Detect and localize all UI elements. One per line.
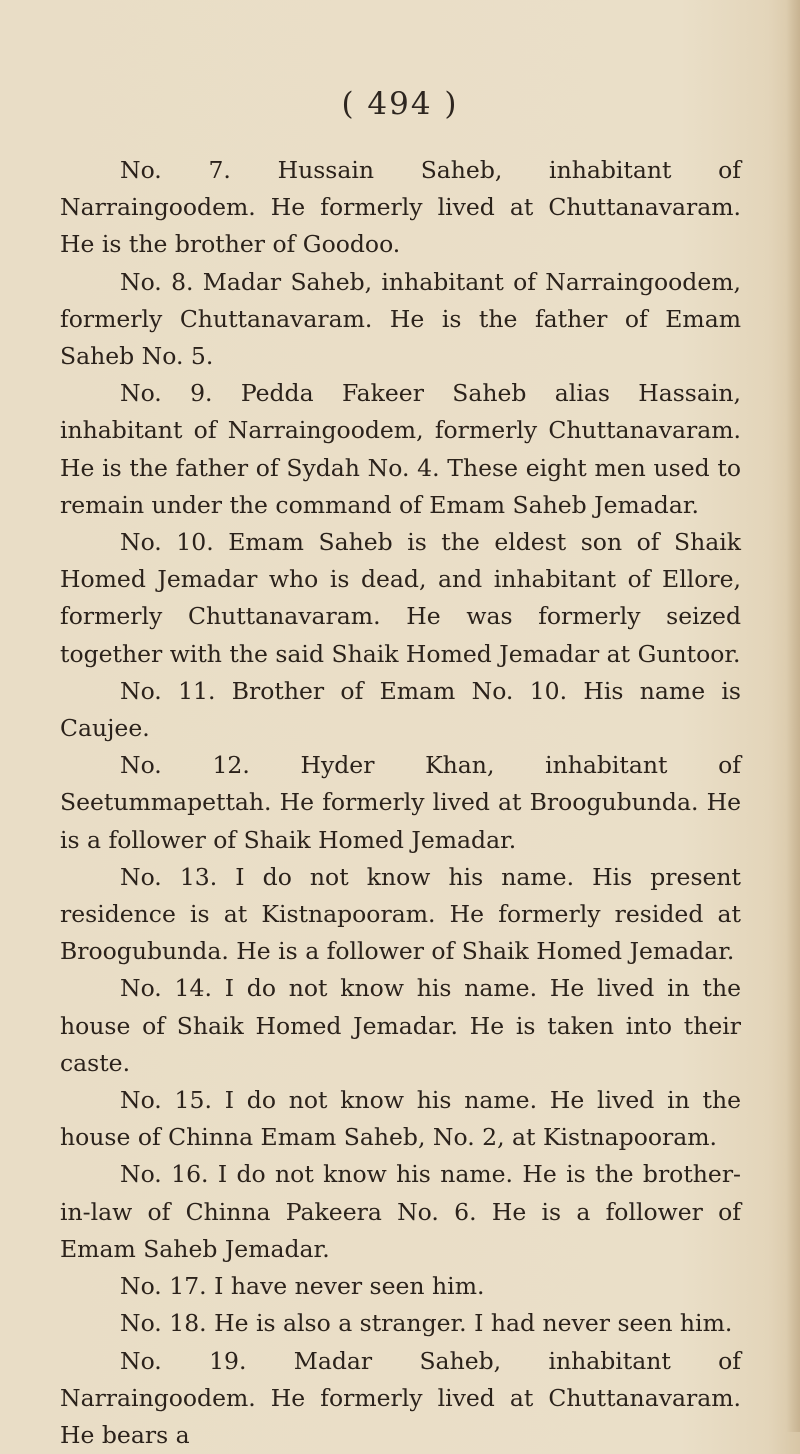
paragraph-no-14: No. 14. I do not know his name. He lived in the house of Shaik Homed Jemadar. He is taken into their caste. xyxy=(60,970,741,1082)
page-edge-shadow xyxy=(786,0,800,1432)
paragraph-no-19: No. 19. Madar Saheb, inhabitant of Narraingoodem. He formerly lived at Chuttanavaram. He bears a xyxy=(60,1343,741,1454)
paragraph-no-11: No. 11. Brother of Emam No. 10. His name is Caujee. xyxy=(60,673,741,747)
paragraph-no-7: No. 7. Hussain Saheb, inhabitant of Narraingoodem. He formerly lived at Chuttanavaram. He is the brother of Goodoo. xyxy=(60,152,741,264)
paragraph-no-16: No. 16. I do not know his name. He is the brother-in-law of Chinna Pakeera No. 6. He is a follower of Emam Saheb Jemadar. xyxy=(60,1156,741,1268)
paragraph-no-17: No. 17. I have never seen him. xyxy=(60,1268,741,1305)
paragraph-no-13: No. 13. I do not know his name. His present residence is at Kistnapooram. He formerly resided at Broogubunda. He is a follower of Shaik Homed Jemadar. xyxy=(60,859,741,971)
paragraph-no-9: No. 9. Pedda Fakeer Saheb alias Hassain, inhabitant of Narraingoodem, formerly Chuttanavaram. He is the father of Sydah No. 4. These eight men used to remain under the command of Emam Saheb Jemadar. xyxy=(60,375,741,524)
page-number: ( 494 ) xyxy=(0,86,800,122)
paragraph-no-12: No. 12. Hyder Khan, inhabitant of Seetummapettah. He formerly lived at Broogubunda. He is a follower of Shaik Homed Jemadar. xyxy=(60,747,741,859)
paragraph-no-8: No. 8. Madar Saheb, inhabitant of Narraingoodem, formerly Chuttanavaram. He is the father of Emam Saheb No. 5. xyxy=(60,264,741,376)
body-text xyxy=(60,152,741,1454)
paragraph-no-10: No. 10. Emam Saheb is the eldest son of Shaik Homed Jemadar who is dead, and inhabitant of Ellore, formerly Chuttanavaram. He was formerly seized together with the said Shaik Homed Jemadar at Guntoor. xyxy=(60,524,741,673)
paragraph-no-15: No. 15. I do not know his name. He lived in the house of Chinna Emam Saheb, No. 2, at Kistnapooram. xyxy=(60,1082,741,1156)
paragraph-no-18: No. 18. He is also a stranger. I had never seen him. xyxy=(60,1305,741,1342)
